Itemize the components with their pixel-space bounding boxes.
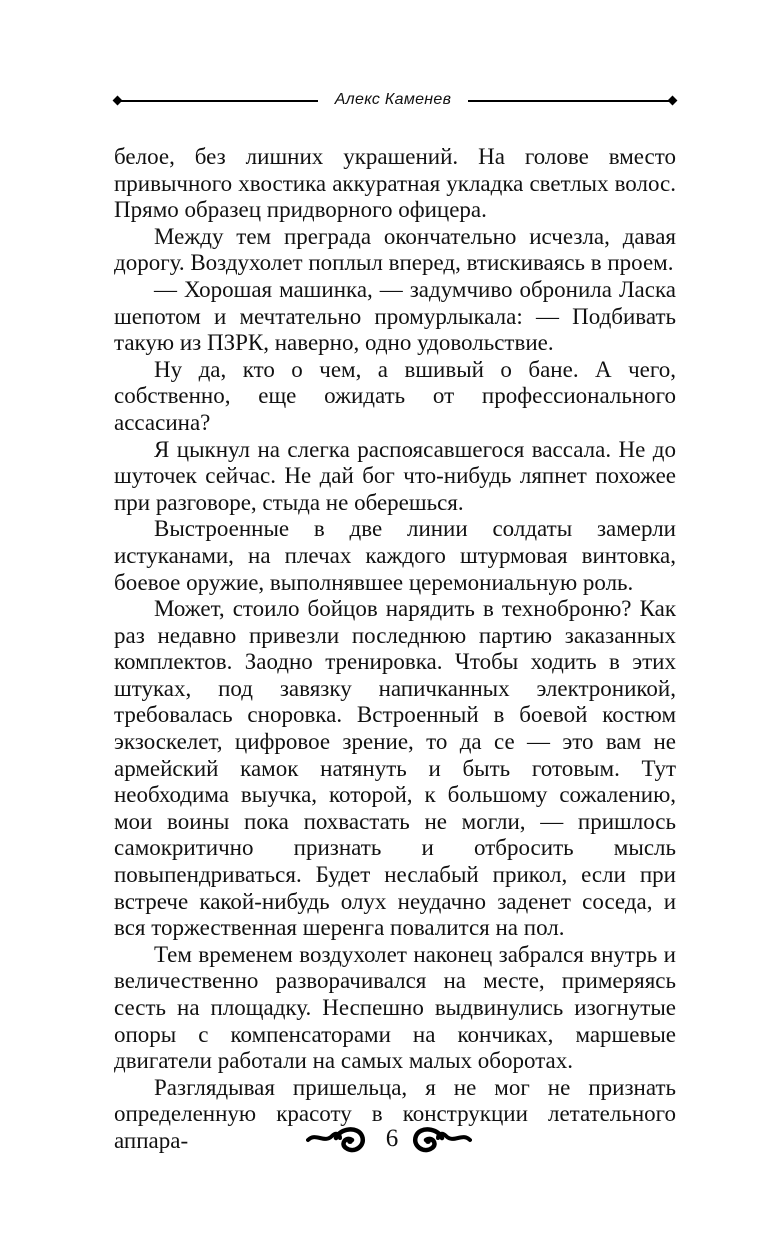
paragraph: Между тем преграда окончательно исчезла, давая дорогу. Воздухолет поплыл вперед, втискиваясь в проем. xyxy=(114,223,676,276)
running-header xyxy=(112,88,680,114)
paragraph: Я цыкнул на слегка распоясавшегося вассала. Не до шуточек сейчас. Не дай бог что-нибудь ляпнет похожее при разговоре, стыда не оберешься. xyxy=(114,436,676,515)
page-footer xyxy=(0,1120,768,1170)
paragraph: Разглядывая пришельца, я не мог не признать определенную красоту в конструкции летательного аппара- xyxy=(114,1074,676,1153)
paragraph: Может, стоило бойцов нарядить в технoброню? Как раз недавно привезли последнюю партию заказанных комплектов. Заодно тренировка. Чтобы ходить в этих штуках, под завязку напичканных электроникой, требовалась сноровка. Встроенный в боевой костюм экзоскелет, цифровое зрение, то да се — это вам не армейский камок натянуть и быть готовым. Тут необходима выучка, которой, к большому сожалению, мои воины пока похвастать не могли, — пришлось самокритично признать и отбросить мысль повыпендриваться. Будет неслабый прикол, если при встрече какой-нибудь олух неудачно заденет соседа, и вся торжественная шеренга повалится на пол. xyxy=(114,596,676,941)
paragraph: Тем временем воздухолет наконец забрался внутрь и величественно разворачивался на месте, примеряясь сесть на площадку. Неспешно выдвинулись изогнутые опоры с компенсаторами на кончиках, маршевые двигатели работали на самых малых оборотах. xyxy=(114,941,676,1074)
running-title: Алекс Каменев xyxy=(334,91,452,108)
header-rule xyxy=(468,100,672,102)
header-rule xyxy=(120,100,318,102)
flourish-ornament-icon xyxy=(306,1124,366,1154)
paragraph: белое, без лишних украшений. На голове вместо привычного хвостика аккуратная укладка светлых волос. Прямо образец придворного офицера. xyxy=(114,144,676,223)
page-number: 6 xyxy=(385,1125,399,1152)
flourish-ornament-icon xyxy=(412,1124,472,1154)
header-diamond-icon xyxy=(668,96,678,106)
paragraph: — Хорошая машинка, — задумчиво обронила Ласка шепотом и мечтательно промурлыкала: — Подбивать такую из ПЗРК, наверно, одно удовольствие. xyxy=(114,276,676,356)
paragraph: Ну да, кто о чем, а вшивый о бане. А чего, собственно, еще ожидать от профессионального ассасина? xyxy=(114,356,676,435)
paragraph: Выстроенные в две линии солдаты замерли истуканами, на плечах каждого штурмовая винтовка, боевое оружие, выполнявшее церемониальную роль. xyxy=(114,516,676,595)
body-text xyxy=(114,144,676,1155)
